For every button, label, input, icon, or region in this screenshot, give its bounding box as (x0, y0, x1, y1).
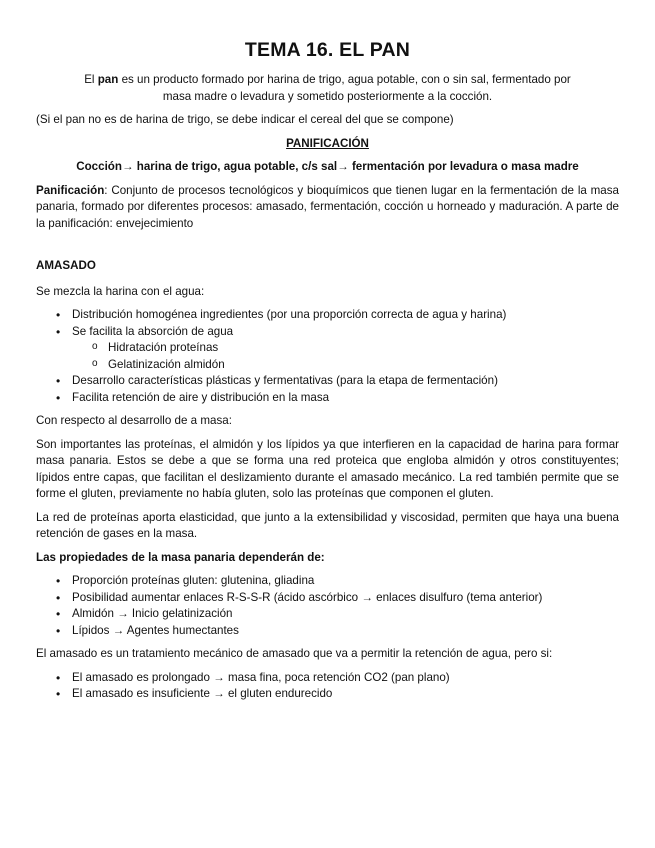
list-item: • El amasado es insuficiente → el gluten endurecido (36, 686, 619, 703)
definition-paragraph (36, 183, 619, 233)
cereal-note: (Si el pan no es de harina de trigo, se debe indicar el cereal del que se compone) (36, 113, 454, 126)
intro-line2: masa madre o levadura y sometido posteriormente a la cocción. (162, 89, 493, 103)
list-item: • Desarrollo características plásticas y fermentativas (para la etapa de fermentación) (36, 373, 619, 390)
properties-heading: Las propiedades de la masa panaria dependerán de: (36, 550, 325, 564)
intro-paragraph (36, 72, 619, 105)
amasado-bullet-list (36, 307, 619, 406)
sub-list-item: o Gelatinización almidón (36, 357, 619, 374)
mechanical-list (36, 670, 619, 703)
list-item (36, 324, 619, 374)
properties-list (36, 573, 619, 639)
intro-line1-rest: es un producto formado por harina de trigo, agua potable, con o sin sal, fermentado por (118, 73, 571, 86)
desarrollo-lead: Con respecto al desarrollo de a masa: (36, 414, 232, 427)
list-item: • Lípidos → Agentes humectantes (36, 623, 619, 640)
amasado-lead: Se mezcla la harina con el agua: (36, 284, 205, 298)
definition-text: : Conjunto de procesos tecnológicos y bioquímicos que tienen lugar en la fermentación de la masa panaria, formado por diferentes procesos: amasado, fermentación, cocción u horneado y maduración. A parte de la panificación: envejecimiento (36, 183, 619, 230)
amasado-heading: AMASADO (36, 259, 96, 272)
definition-label: Panificación (36, 183, 105, 197)
list-item: • El amasado es prolongado → masa fina, poca retención CO2 (pan plano) (36, 670, 619, 687)
intro-pre: El (84, 73, 98, 86)
process-line: Cocción→ harina de trigo, agua potable, c/s sal→ fermentación por levadura o masa madre (76, 160, 579, 173)
sub-bullet-list (36, 340, 619, 373)
document-title: TEMA 16. EL PAN (244, 39, 411, 61)
list-item: • Proporción proteínas gluten: glutenina, gliadina (36, 573, 619, 590)
sub-list-item: o Hidratación proteínas (36, 340, 619, 357)
list-item: • Posibilidad aumentar enlaces R-S-S-R (ácido ascórbico → enlaces disulfuro (tema anterior) (36, 590, 619, 607)
list-item: • Almidón → Inicio gelatinización (36, 606, 619, 623)
list-item: • Distribución homogénea ingredientes (por una proporción correcta de agua y harina) (36, 307, 619, 324)
document-page (36, 38, 619, 703)
list-item-text: Se facilita la absorción de agua (72, 324, 234, 338)
elasticity-paragraph: La red de proteínas aporta elasticidad, que junto a la extensibilidad y viscosidad, permiten que haya una buena retención de gases en la masa. (36, 510, 619, 540)
mechanical-paragraph: El amasado es un tratamiento mecánico de amasado que va a permitir la retención de agua, pero si: (36, 647, 553, 660)
intro-bold-term: pan (97, 73, 119, 86)
panificacion-heading: PANIFICACIÓN (286, 136, 369, 150)
proteins-paragraph: Son importantes las proteínas, el almidón y los lípidos ya que interfieren en la capacidad de harina para formar masa panaria. Estos se debe a que se forma una red proteica que engloba almidón y otros constituyentes; lípidos entre capas, que facilitan el deslizamiento durante el amasado mecánico. La red también permite que se forme el gluten, previamente no había gluten, solo las proteínas que componen el gluten. (36, 437, 619, 500)
list-item: • Facilita retención de aire y distribución en la masa (36, 390, 619, 407)
